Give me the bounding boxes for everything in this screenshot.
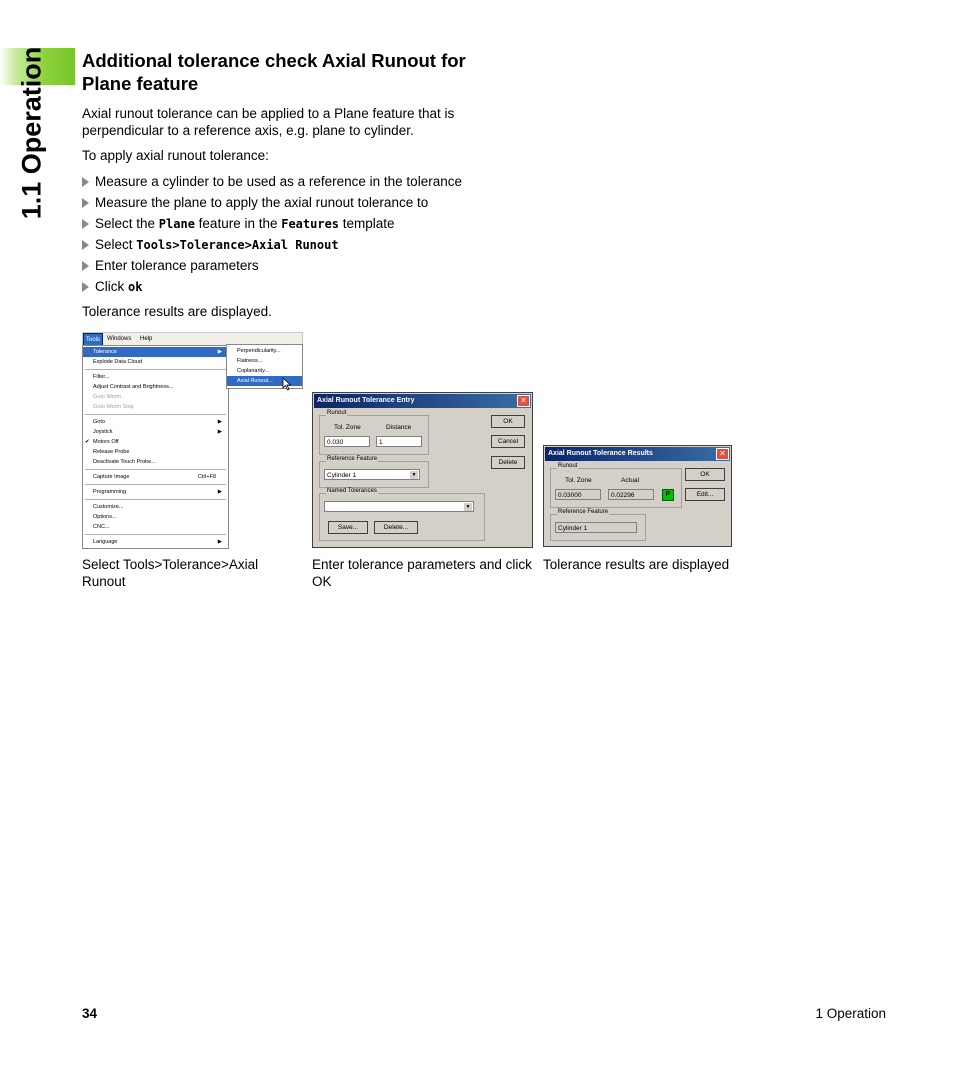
entry-dialog-title: Axial Runout Tolerance Entry: [314, 394, 531, 408]
close-icon[interactable]: ✕: [716, 448, 729, 460]
submenu-axial-runout[interactable]: Axial Runout...: [227, 376, 302, 386]
tol-zone-readout: 0.03000: [555, 489, 601, 500]
arrow-right-icon: [82, 219, 89, 229]
results-reference-group: Reference Feature Cylinder 1: [550, 514, 646, 541]
caption-menu: Select Tools>Tolerance>Axial Runout: [82, 557, 259, 589]
menu-item-joystick[interactable]: Joystick ▶: [93, 429, 222, 435]
named-tolerances-group: Named Tolerances ▼ Save... Delete...: [319, 493, 485, 541]
check-icon: ✔: [85, 439, 90, 445]
menu-item-goto-worm-stop: Goto Worm Stop: [93, 404, 134, 410]
step-item: Measure the plane to apply the axial runout tolerance to: [82, 194, 462, 215]
close-icon[interactable]: ✕: [517, 395, 530, 407]
edit-button[interactable]: Edit...: [685, 488, 725, 501]
step-item: Measure a cylinder to be used as a reference in the tolerance: [82, 173, 462, 194]
menu-item-adjust-contrast[interactable]: Adjust Contrast and Brightness...: [93, 384, 174, 390]
distance-input[interactable]: 1: [376, 436, 422, 447]
chevron-down-icon: ▼: [411, 472, 417, 478]
reference-feature-group: Reference Feature Cylinder 1 ▼: [319, 461, 429, 488]
menu-item-goto[interactable]: Goto ▶: [93, 419, 222, 425]
step-item: Enter tolerance parameters: [82, 257, 462, 278]
delete-button[interactable]: Delete: [491, 456, 525, 469]
mouse-cursor-icon: [282, 377, 292, 394]
tol-zone-input[interactable]: 0.030: [324, 436, 370, 447]
menu-item-programming[interactable]: Programming ▶: [93, 489, 222, 495]
reference-feature-readout: Cylinder 1: [555, 522, 637, 533]
menu-item-customize[interactable]: Customize...: [93, 504, 124, 510]
submenu-flatness[interactable]: Flatness...: [237, 358, 263, 364]
menu-item-motors-off[interactable]: ✔ Motors Off: [85, 439, 119, 445]
menu-item-language[interactable]: Language ▶: [93, 539, 222, 545]
result-paragraph: Tolerance results are displayed.: [82, 304, 272, 319]
step-item: Click ok: [82, 278, 462, 299]
menu-item-tolerance[interactable]: Tolerance ▶: [83, 347, 228, 357]
menu-item-filter[interactable]: Filter...: [93, 374, 110, 380]
arrow-right-icon: [82, 177, 89, 187]
caption-entry: Enter tolerance parameters and click OK: [312, 557, 532, 589]
step-item: Select Tools>Tolerance>Axial Runout: [82, 236, 462, 257]
step-item: Select the Plane feature in the Features template: [82, 215, 462, 236]
results-runout-group: Runout Tol. Zone Actual 0.03000 0.02296 P: [550, 468, 682, 508]
tools-menu-screenshot: [82, 332, 303, 549]
submenu-perpendicularity[interactable]: Perpendicularity...: [237, 348, 281, 354]
side-tab-title: 1.1 Operation: [16, 46, 47, 220]
steps-list: [82, 173, 462, 299]
arrow-right-icon: [82, 282, 89, 292]
runout-group: Runout Tol. Zone Distance 0.030 1: [319, 415, 429, 455]
menu-tools[interactable]: Tools: [83, 333, 103, 347]
save-button[interactable]: Save...: [328, 521, 368, 534]
menu-windows[interactable]: Windows: [107, 336, 132, 342]
tools-dropdown-menu: [82, 345, 229, 549]
menu-item-cnc[interactable]: CNC...: [93, 524, 110, 530]
results-ok-button[interactable]: OK: [685, 468, 725, 481]
named-tolerances-select[interactable]: [324, 501, 474, 512]
submenu-coplanarity[interactable]: Coplanarity...: [237, 368, 269, 374]
footer-section: 1 Operation: [815, 1006, 886, 1021]
menu-item-goto-worm: Goto Worm: [93, 394, 122, 400]
menu-item-explode[interactable]: Explode Data Cloud: [93, 359, 142, 365]
reference-feature-select[interactable]: Cylinder 1 ▼: [324, 469, 420, 480]
chevron-down-icon: ▼: [465, 504, 471, 510]
arrow-right-icon: [82, 198, 89, 208]
axial-runout-entry-dialog: [312, 392, 533, 548]
lead-paragraph: To apply axial runout tolerance:: [82, 148, 269, 163]
intro-paragraph: Axial runout tolerance can be applied to a Plane feature that is perpendicular to a reference axis, e.g. plane to cylinder.: [82, 106, 455, 138]
menu-item-deactivate-probe[interactable]: Deactivate Touch Probe...: [93, 459, 156, 465]
menu-item-release-probe[interactable]: Release Probe: [93, 449, 130, 455]
axial-runout-results-dialog: [543, 445, 732, 547]
menu-item-options[interactable]: Options...: [93, 514, 117, 520]
arrow-right-icon: [82, 240, 89, 250]
caption-results: Tolerance results are displayed: [543, 557, 730, 572]
menu-item-capture-image[interactable]: Capture Image Ctrl+F8: [93, 474, 216, 480]
menu-help[interactable]: Help: [140, 336, 153, 342]
arrow-right-icon: [82, 261, 89, 271]
cancel-button[interactable]: Cancel: [491, 435, 525, 448]
pass-badge: P: [662, 489, 674, 501]
ok-button[interactable]: OK: [491, 415, 525, 428]
actual-readout: 0.02296: [608, 489, 654, 500]
results-dialog-title: Axial Runout Tolerance Results: [545, 447, 730, 461]
section-title: Additional tolerance check Axial Runout for Plane feature: [82, 50, 466, 94]
page-number: 34: [82, 1006, 98, 1021]
delete-named-button[interactable]: Delete...: [374, 521, 418, 534]
